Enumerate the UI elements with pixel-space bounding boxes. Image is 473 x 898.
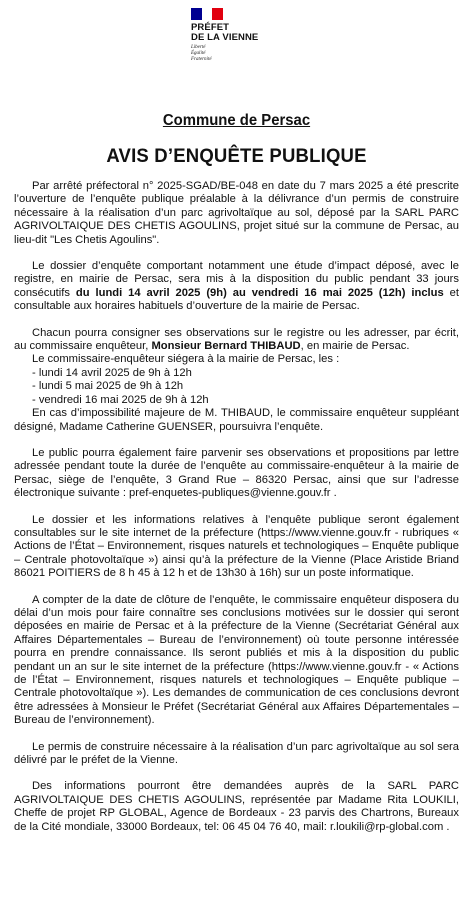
paragraph-observations	[14, 327, 459, 354]
commune-heading: Commune de Persac	[162, 112, 311, 129]
paragraph-online: Le dossier et les informations relatives à l’enquête publique seront également consultables sur le site internet de la préfecture (https://www.vienne.gouv.fr - rubriques « Actions de l’État – Environnement, risques naturels et technologiques – Enquête publique – Centrale photovoltaïque ») ainsi qu’à la préfecture de la Vienne (Place Aristide Briand 86021 POITIERS de 8 h 45 à 12 h et de 13h30 à 16h) sur un poste informatique.	[14, 513, 459, 580]
list-item: - vendredi 16 mai 2025 de 9h à 12h	[32, 393, 209, 406]
sessions-list	[14, 367, 459, 407]
paragraph-dossier	[14, 260, 459, 314]
paragraph-substitute: En cas d’impossibilité majeure de M. THIBAUD, le commissaire enquêteur suppléant désigné, Madame Catherine GUENSER, poursuivra l’enquête.	[14, 407, 459, 433]
notice-body	[14, 180, 459, 834]
paragraph-conclusions: A compter de la date de clôture de l’enquête, le commissaire enquêteur disposera du délai d’un mois pour faire connaître ses conclusions motivées sur le dossier qui seront déposées en mairie de Persac et à la préfecture de la Vienne (Secrétariat Général aux Affaires Départementales – Bureau de l’environnement) où toute personne intéressée pourra en prendre connaissance. Ils seront publiés et mis à la disposition du public pendant un an sur le site internet de la préfecture (https://www.vienne.gouv.fr - « Actions de l’État – Environnement, risques naturels et technologiques – Enquête publique – Centrale photovoltaïque »). Les demandes de communication de ces conclusions devront être adressées à Monsieur le Préfet (Secrétariat Général aux Affaires Départementales – Bureau de l’environnement).	[14, 593, 459, 727]
prefecture-name-line2: DE LA VIENNE	[191, 32, 259, 43]
motto-liberte: Liberté	[191, 45, 206, 50]
enquiry-period: du lundi 14 avril 2025 (9h) au vendredi 16 mai 2025 (12h) inclus	[75, 286, 444, 299]
prefecture-logo	[191, 8, 311, 63]
paragraph-permit: Le permis de construire nécessaire à la réalisation d’un parc agrivoltaïque au sol sera délivré par le préfet de la Vienne.	[14, 740, 459, 767]
paragraph-observations-end: , en mairie de Persac.	[300, 340, 410, 353]
list-item: - lundi 5 mai 2025 de 9h à 12h	[32, 380, 184, 393]
paragraph-observations-text: Chacun pourra consigner ses observations sur le registre ou les adresser, par écrit, au commissaire enquêteur,	[14, 326, 459, 353]
paragraph-arrete: Par arrêté préfectoral n° 2025-SGAD/BE-048 en date du 7 mars 2025 a été prescrite l’ouverture de l’enquête publique préalable à la délivrance d’un permis de construire nécessaire à la réalisation d’un parc agrivoltaïque au sol, déposé par la SARL PARC AGRIVOLTAIQUE DES CHETIS AGOULINS, projet situé sur la commune de Persac, au lieu-dit "Les Chetis Agoulins".	[14, 180, 459, 246]
commissioner-name: Monsieur Bernard THIBAUD	[151, 340, 301, 353]
paragraph-dossier-end: et consultable aux horaires habituels d’ouverture de la mairie de Persac.	[14, 286, 459, 313]
notice-title: AVIS D’ENQUÊTE PUBLIQUE	[106, 145, 367, 167]
republic-motto	[191, 45, 311, 63]
paragraph-sessions-intro: Le commissaire-enquêteur siégera à la mairie de Persac, les :	[32, 353, 340, 366]
prefecture-name-line1: PRÉFET	[191, 22, 230, 33]
list-item: - lundi 14 avril 2025 de 9h à 12h	[32, 366, 192, 379]
french-flag-icon	[191, 8, 223, 20]
prefecture-name	[191, 23, 311, 43]
paragraph-letters: Le public pourra également faire parvenir ses observations et propositions par lettre adressée pendant toute la durée de l’enquête au commissaire-enquêteur à la mairie de Persac, siège de l’enquête, 3 Grand Rue – 86320 Persac, ainsi que sur l’adresse électronique suivante : pref-enquetes-publiques@vienne.gouv.fr .	[14, 446, 459, 500]
motto-egalite: Égalité	[191, 51, 206, 56]
paragraph-dossier-text: Le dossier d’enquête comportant notamment une étude d’impact déposé, avec le registre, en mairie de Persac, sera mis à la disposition du public pendant 33 jours consécutifs	[14, 260, 459, 299]
paragraph-contact: Des informations pourront être demandées auprès de la SARL PARC AGRIVOLTAIQUE DES CHETIS AGOULINS, représentée par Madame Rita LOUKILI, Cheffe de projet RP GLOBAL, Agence de Bordeaux - 23 parvis des Chartrons, Bureaux de la Cité mondiale, 33000 Bordeaux, tel: 06 45 04 76 40, mail: r.loukili@rp-global.com .	[14, 780, 459, 833]
motto-fraternite: Fraternité	[191, 57, 212, 62]
